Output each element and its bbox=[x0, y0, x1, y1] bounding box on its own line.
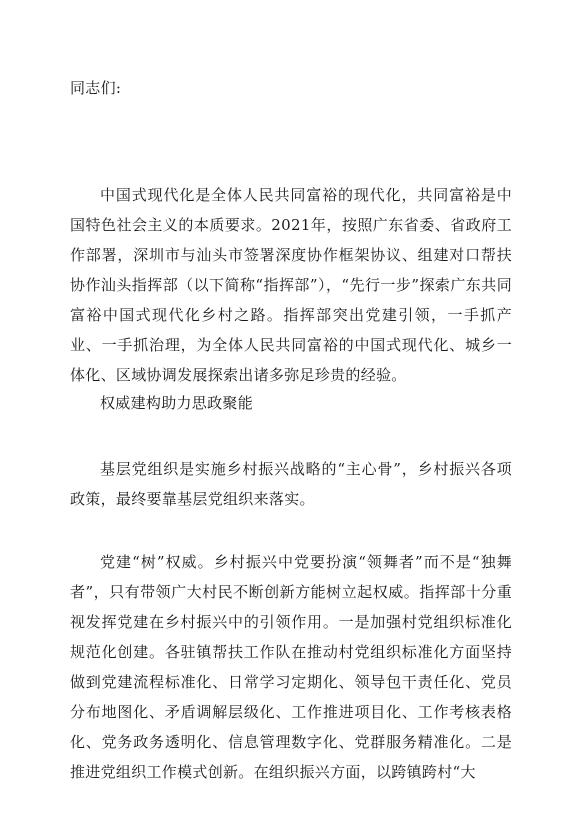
greeting: 同志们: bbox=[70, 79, 122, 97]
paragraph-party-building: 党建“树”权威。乡村振兴中党要扮演“领舞者”而不是“独舞者”，只有带领广大村民不断创新方能树立起权威。指挥部十分重视发挥党建在乡村振兴中的引领作用。一是加强村党组织标准化规范化创建。各驻镇帮扶工作队在推动村党组织标准化方面坚持做到党建流程标准化、日常学习定期化、领导包干责任化、党员分布地图化、矛盾调解层级化、工作推进项目化、工作考核表格化、党务政务透明化、信息管理数字化、党群服务精准化。二是推进党组织工作模式创新。在组织振兴方面，以跨镇跨村“大 bbox=[70, 553, 512, 781]
paragraph-intro: 中国式现代化是全体人民共同富裕的现代化，共同富裕是中国特色社会主义的本质要求。2021年，按照广东省委、省政府工作部署，深圳市与汕头市签署深度协作框架协议、组建对口帮扶协作汕头指挥部（以下简称“指挥部”），“先行一步”探索广东共同富裕中国式现代化乡村之路。指挥部突出党建引领，一手抓产业、一手抓治理，为全体人民共同富裕的中国式现代化、城乡一体化、区域协调发展探索出诸多弥足珍贵的经验。 bbox=[70, 186, 512, 384]
paragraph-grassroots: 基层党组织是实施乡村振兴战略的“主心骨”，乡村振兴各项政策，最终要靠基层党组织来落实。 bbox=[70, 460, 512, 508]
section-heading: 权威建构助力思政聚能 bbox=[100, 394, 254, 412]
